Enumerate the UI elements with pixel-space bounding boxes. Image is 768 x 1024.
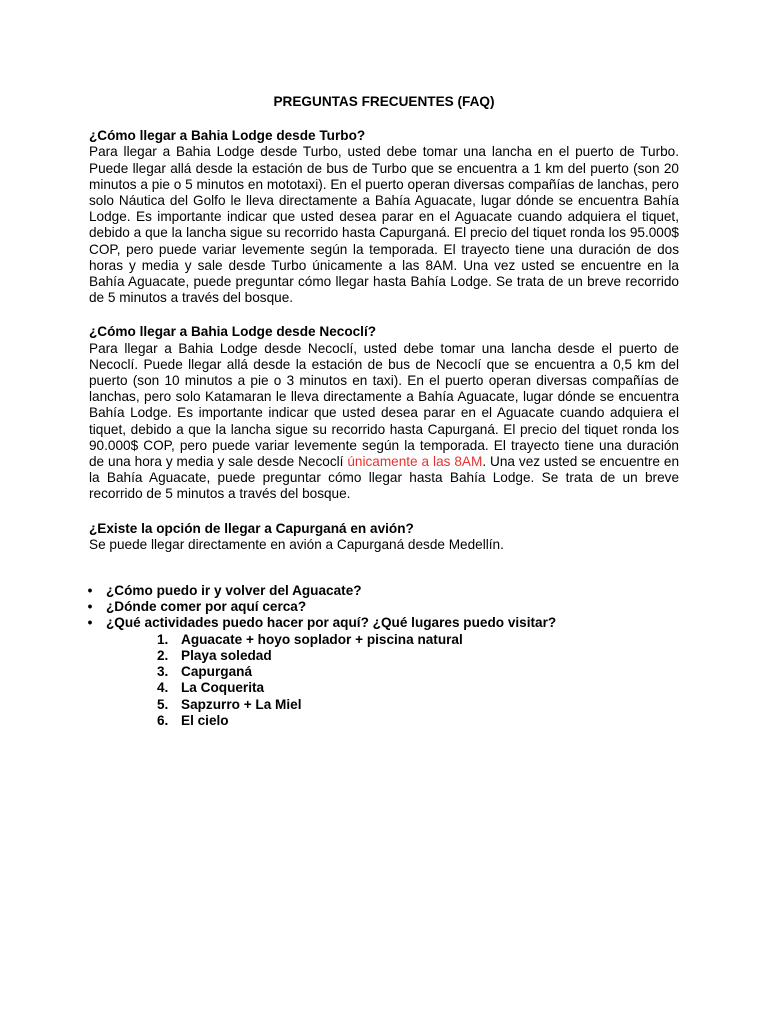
- item-number: 5.: [157, 696, 169, 712]
- item-number: 2.: [157, 647, 169, 663]
- bullet-icon: •: [87, 599, 93, 615]
- item-number: 4.: [157, 680, 169, 696]
- list-item: [89, 632, 679, 648]
- item-number: 1.: [157, 631, 169, 647]
- faq-question: ¿Cómo llegar a Bahia Lodge desde Turbo?: [89, 128, 366, 144]
- item-label: Capurganá: [181, 664, 253, 680]
- item-label: Playa soledad: [181, 647, 272, 663]
- list-item: [89, 599, 679, 615]
- answer-text: . Una vez usted se encuentre en la Bahía Aguacate, puede preguntar cómo llegar hasta Bahía Lodge. Se trata de un breve recorrido de 5 minutos a través del bosque.: [89, 454, 679, 502]
- list-item: [89, 648, 679, 664]
- item-number: 6.: [157, 712, 169, 728]
- answer-text: Para llegar a Bahia Lodge desde Necoclí, usted debe tomar una lancha desde el puerto de Necoclí. Puede llegar allá desde la estación de bus de Necoclí que se encuentra a 0,5 km del puerto (son 10 minutos a pie o 3 minutos en taxi). En el puerto operan diversas compañías de lanchas, pero solo Katamaran le lleva directamente a Bahía Aguacate, lugar dónde se encuentra Bahía Lodge. Es importante indicar que usted desea parar en el Aguacate cuando adquiera el tiquet, debido a que la lancha sigue su recorrido hasta Capurganá. El precio del tiquet ronda los 90.000$ COP, pero puede variar levemente según la temporada. El trayecto tiene una duración de una hora y media y sale desde Necoclí: [89, 340, 679, 470]
- bullet-icon: •: [87, 615, 93, 631]
- list-item: [89, 680, 679, 696]
- bullet-icon: •: [87, 583, 93, 599]
- item-label: Aguacate + hoyo soplador + piscina natural: [181, 631, 463, 647]
- item-label: Sapzurro + La Miel: [181, 696, 302, 712]
- document-page: [89, 94, 679, 729]
- bullet-text: ¿Qué actividades puedo hacer por aquí? ¿Qué lugares puedo visitar?: [106, 615, 557, 631]
- question-bullet-list: [89, 583, 679, 729]
- faq-section-avion: [89, 521, 679, 553]
- faq-section-necocli: [89, 324, 679, 502]
- list-item: [89, 697, 679, 713]
- bullet-text: ¿Dónde comer por aquí cerca?: [106, 599, 307, 615]
- faq-question: ¿Cómo llegar a Bahia Lodge desde Necoclí?: [89, 324, 377, 340]
- list-item: [89, 583, 679, 599]
- faq-section-turbo: [89, 128, 679, 306]
- faq-answer: Para llegar a Bahia Lodge desde Turbo, usted debe tomar una lancha en el puerto de Turbo. Puede llegar allá desde la estación de bus de Turbo que se encuentra a 1 km del puerto (son 20 minutos a pie o 5 minutos en mototaxi). En el puerto operan diversas compañías de lanchas, pero solo Náutica del Golfo le lleva directamente a Bahía Aguacate, lugar dónde se encuentra Bahía Lodge. Es importante indicar que usted desea parar en el Aguacate cuando adquiera el tiquet, debido a que la lancha sigue su recorrido hasta Capurganá. El precio del tiquet ronda los 95.000$ COP, pero puede variar levemente según la temporada. El trayecto tiene una duración de dos horas y media y sale desde Turbo únicamente a las 8AM. Una vez usted se encuentre en la Bahía Aguacate, puede preguntar cómo llegar hasta Bahía Lodge. Se trata de un breve recorrido de 5 minutos a través del bosque.: [89, 144, 679, 306]
- faq-answer: Se puede llegar directamente en avión a Capurganá desde Medellín.: [89, 536, 504, 552]
- item-number: 3.: [157, 664, 169, 680]
- item-label: El cielo: [181, 712, 229, 728]
- item-label: La Coquerita: [181, 680, 265, 696]
- faq-answer: [89, 341, 679, 503]
- faq-question: ¿Existe la opción de llegar a Capurganá en avión?: [89, 520, 414, 536]
- highlighted-text: únicamente a las 8AM: [347, 454, 483, 470]
- list-item: [89, 713, 679, 729]
- bullet-text: ¿Cómo puedo ir y volver del Aguacate?: [106, 583, 362, 599]
- list-item: [89, 664, 679, 680]
- activities-list: [89, 632, 679, 729]
- page-title: PREGUNTAS FRECUENTES (FAQ): [273, 94, 495, 109]
- list-item: [89, 615, 679, 728]
